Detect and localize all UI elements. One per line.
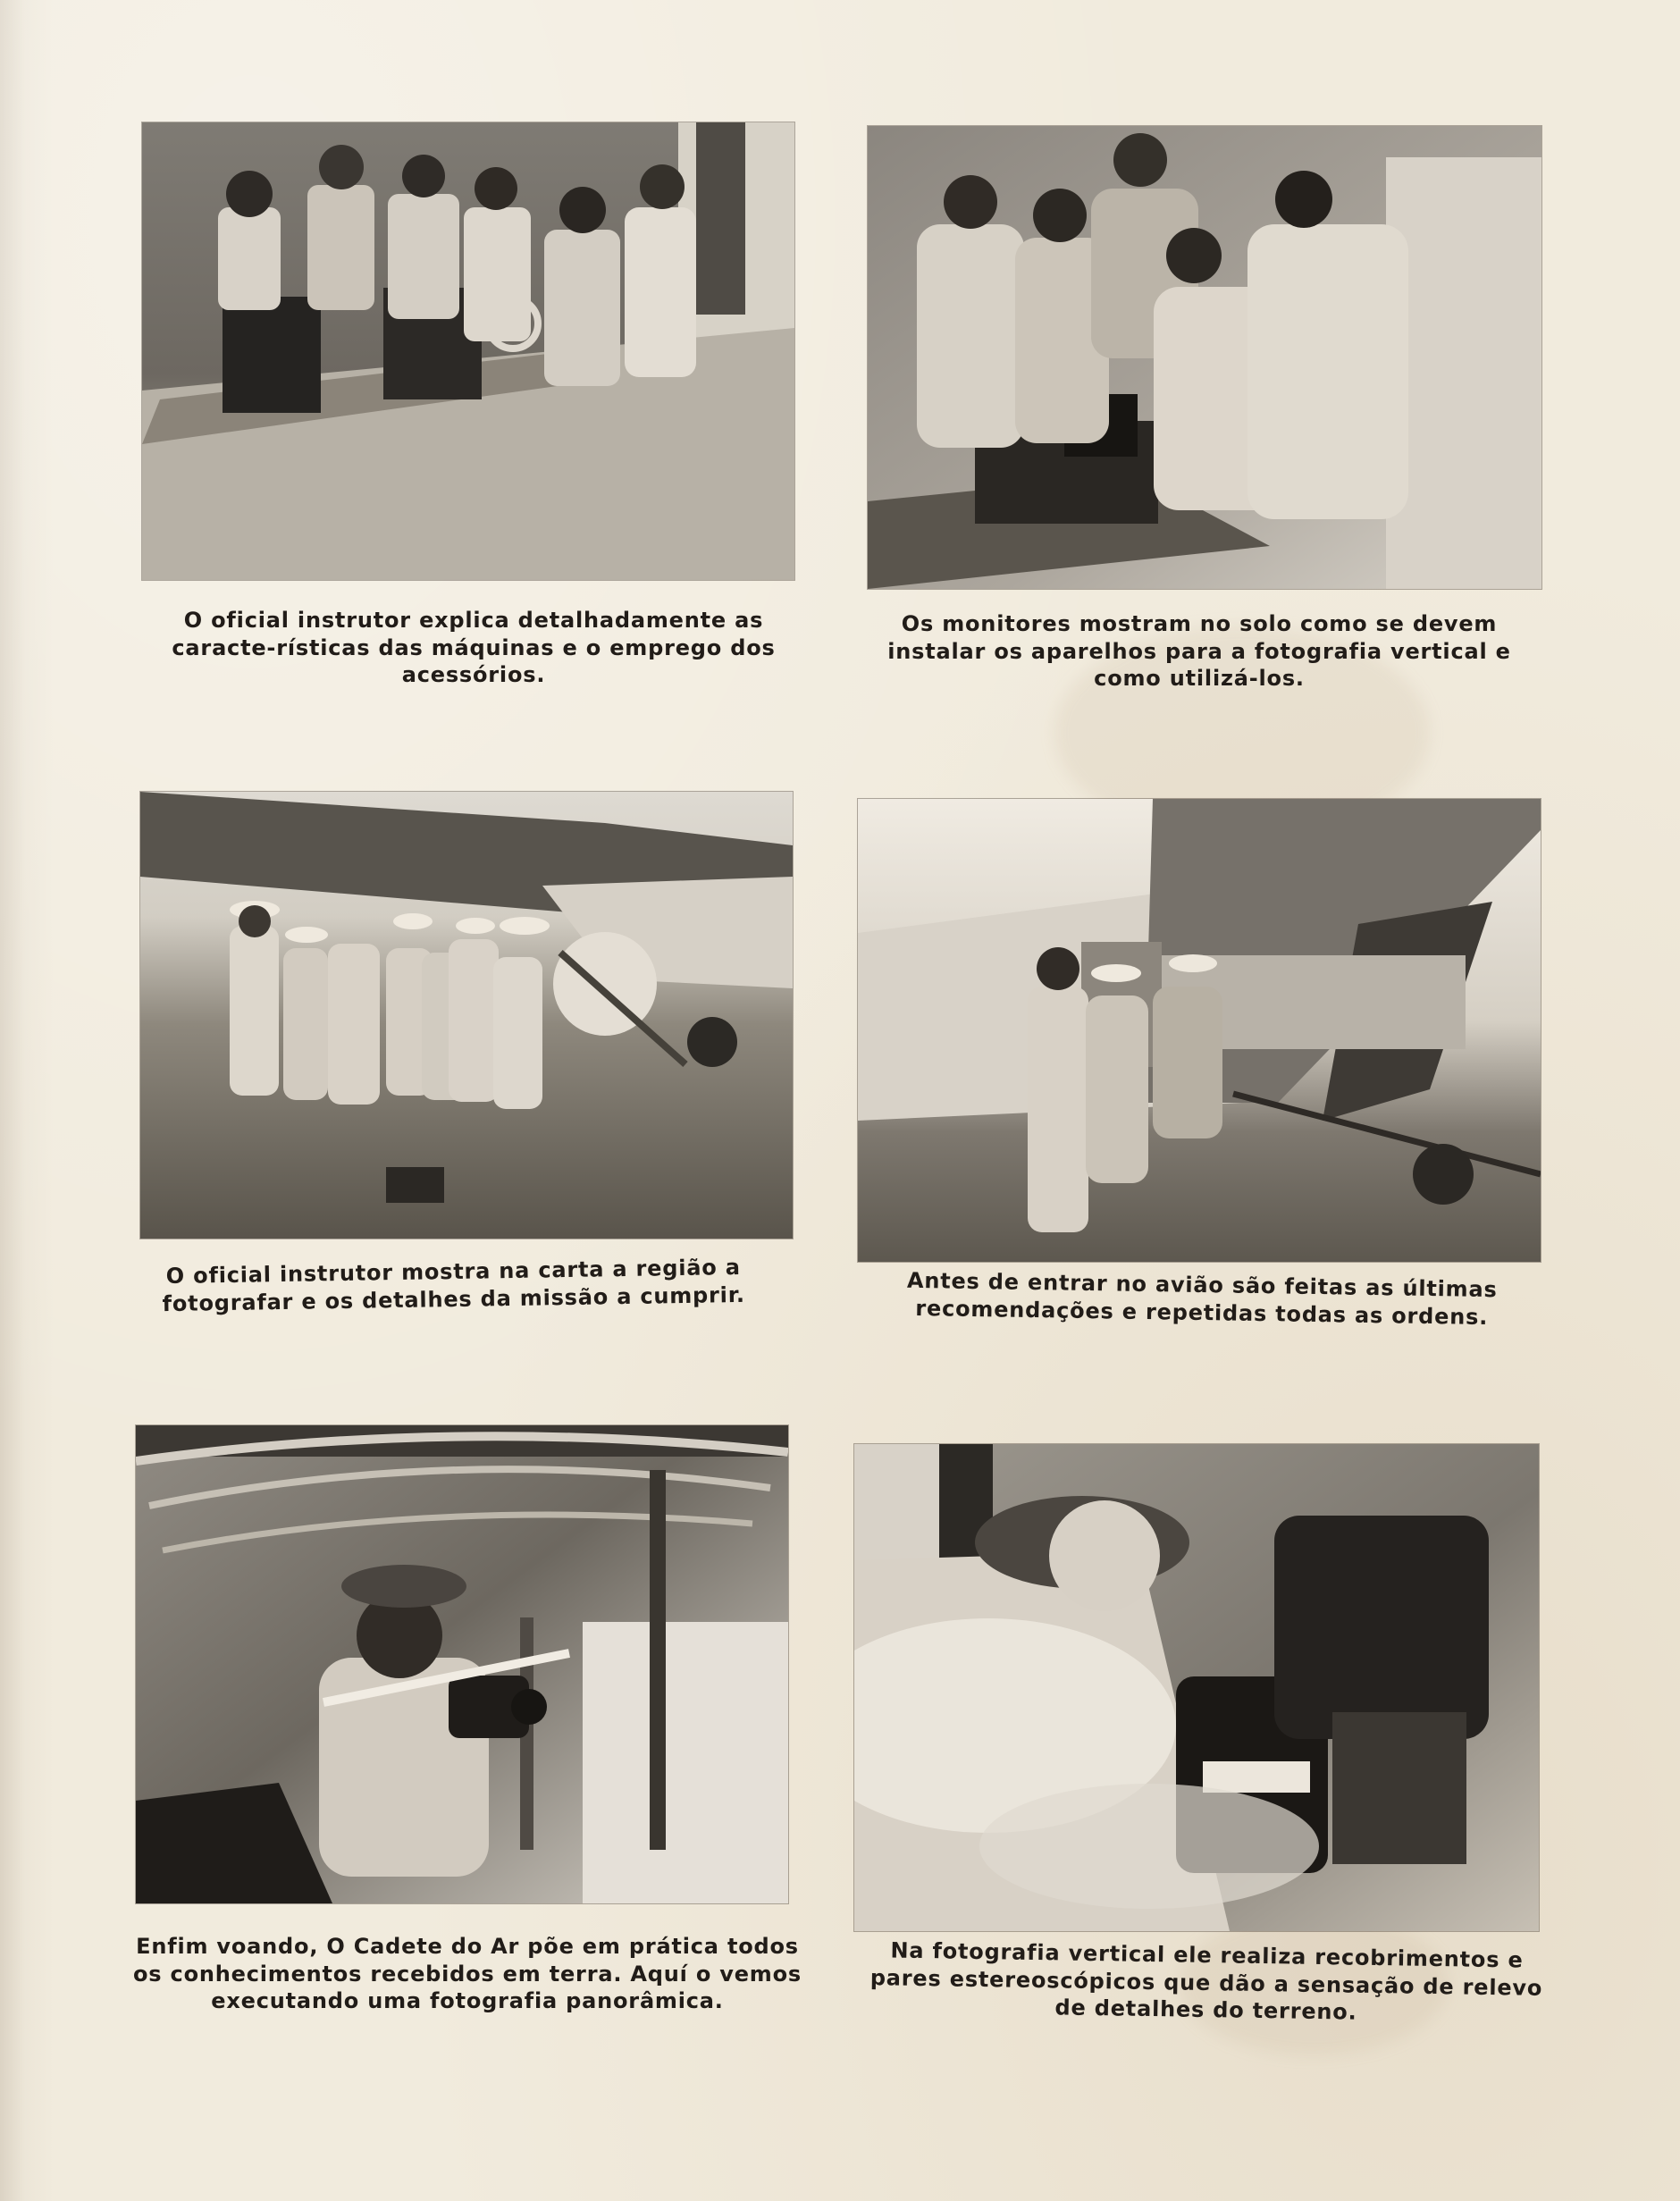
photo-vertical-camera (853, 1443, 1540, 1932)
caption-panoramic-flight: Enfim voando, O Cadete do Ar põe em prática todos os conhecimentos recebidos em terra. Aquí o vemos executando uma fotografia panorâmica. (133, 1934, 802, 2014)
photo-map-briefing (139, 791, 794, 1239)
caption-preflight-briefing: Antes de entrar no avião são feitas as últimas recomendações e repetidas todas as ordens. (906, 1267, 1498, 1330)
photo-vertical-camera-art (854, 1444, 1539, 1931)
photo-ground-demonstration-art (868, 126, 1541, 589)
photo-map-briefing-art (140, 792, 793, 1239)
photo-panoramic-flight (135, 1424, 789, 1904)
caption-classroom-cameras: O oficial instrutor explica detalhadamente as caracte-rísticas das máquinas e o emprego dos acessórios. (172, 608, 776, 688)
photo-ground-demonstration (867, 125, 1542, 590)
photo-panoramic-flight-art (136, 1425, 788, 1903)
photo-preflight-briefing-art (858, 799, 1541, 1262)
photo-classroom-cameras-art (142, 122, 794, 580)
photo-classroom-cameras (141, 122, 795, 581)
caption-ground-demonstration: Os monitores mostram no solo como se devem instalar os aparelhos para a fotografia vertical e como utilizá-los. (887, 611, 1511, 692)
photo-preflight-briefing (857, 798, 1541, 1263)
caption-map-briefing: O oficial instrutor mostra na carta a região a fotografar e os detalhes da missão a cumprir. (162, 1254, 746, 1316)
caption-vertical-camera: Na fotografia vertical ele realiza recobrimentos e pares estereoscópicos que dão a sensação de relevo de detalhes do terreno. (869, 1937, 1543, 2026)
